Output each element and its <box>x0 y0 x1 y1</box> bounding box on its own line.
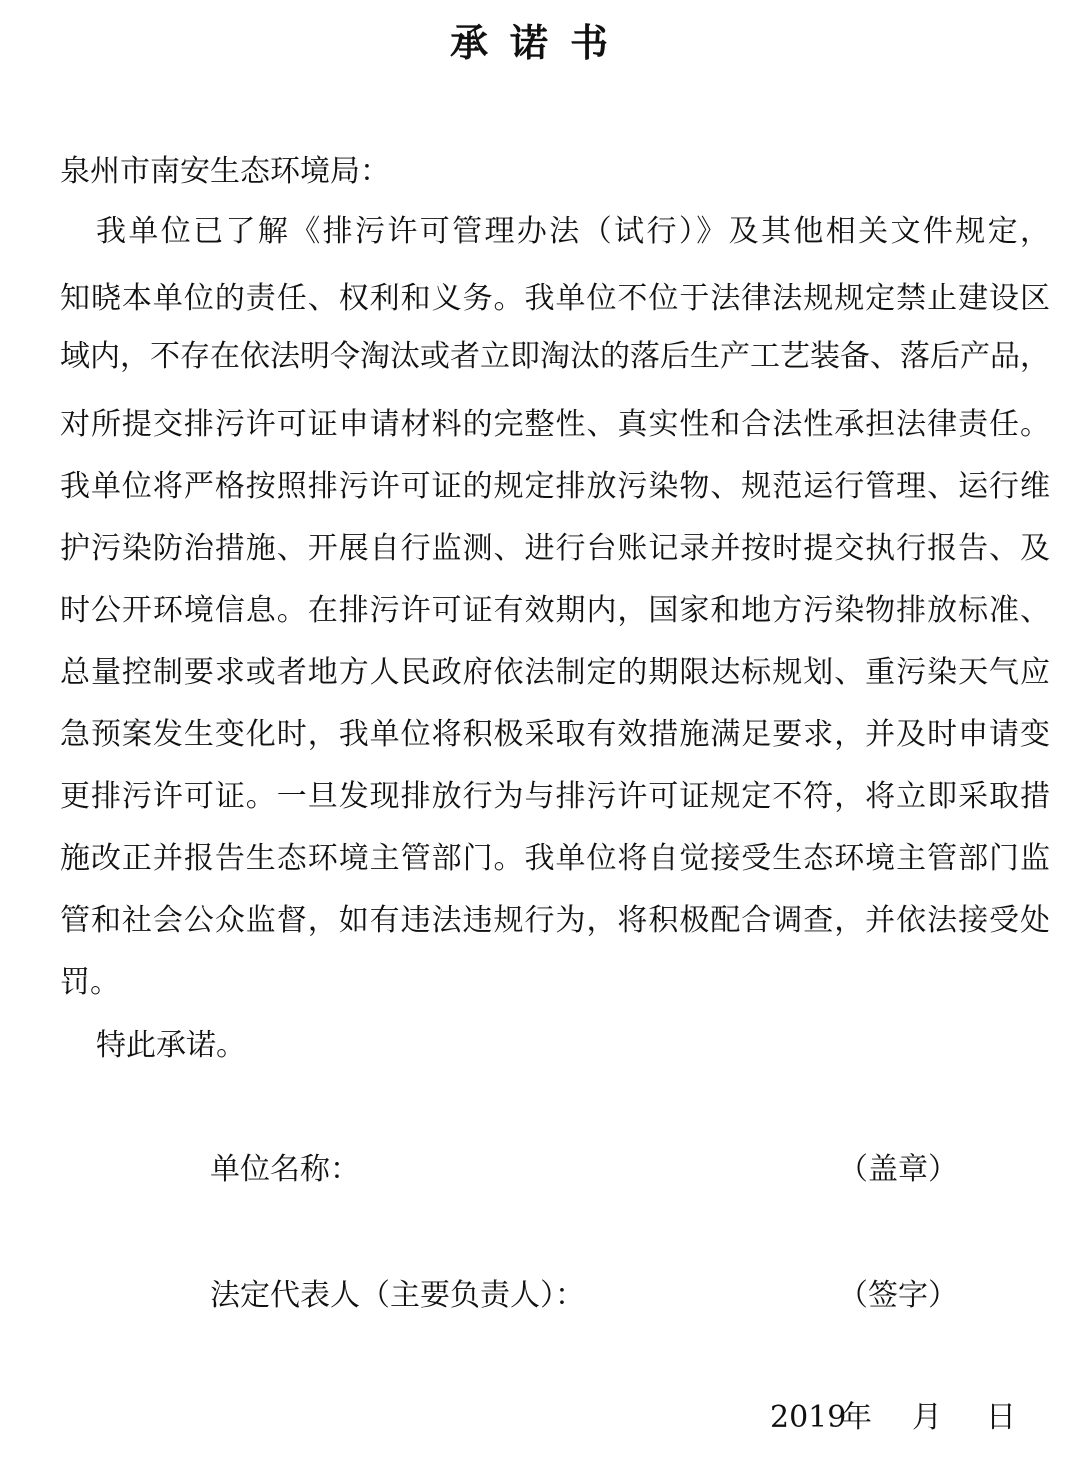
date-line <box>770 1398 1016 1438</box>
body-line-3: 域内，不存在依法明令淘汰或者立即淘汰的落后生产工艺装备、落后产品， <box>60 339 1050 374</box>
date-day-unit: 日 <box>986 1400 1016 1435</box>
body-line-6: 护污染防治措施、开展自行监测、进行台账记录并按时提交执行报告、及 <box>60 531 1050 566</box>
body-line-1: 我单位已了解《排污许可管理办法（试行）》及其他相关文件规定， <box>96 214 1050 249</box>
body-line-8: 总量控制要求或者地方人民政府依法制定的期限达标规划、重污染天气应 <box>60 655 1050 690</box>
body-line-12: 管和社会公众监督，如有违法违规行为，将积极配合调查，并依法接受处 <box>60 903 1050 938</box>
body-line-9: 急预案发生变化时，我单位将积极采取有效措施满足要求，并及时申请变 <box>60 717 1050 752</box>
legal-representative-signature-hint: （签字） <box>838 1278 958 1313</box>
body-line-2: 知晓本单位的责任、权利和义务。我单位不位于法律法规规定禁止建设区 <box>60 281 1050 316</box>
addressee: 泉州市南安生态环境局： <box>60 154 390 189</box>
closing-statement: 特此承诺。 <box>96 1028 246 1063</box>
body-line-13: 罚。 <box>60 965 120 1000</box>
body-line-11: 施改正并报告生态环境主管部门。我单位将自觉接受生态环境主管部门监 <box>60 841 1050 876</box>
legal-representative-label: 法定代表人（主要负责人）： <box>210 1278 585 1313</box>
unit-name-label: 单位名称： <box>210 1152 360 1187</box>
body-line-7: 时公开环境信息。在排污许可证有效期内，国家和地方污染物排放标准、 <box>60 593 1050 628</box>
body-line-5: 我单位将严格按照排污许可证的规定排放污染物、规范运行管理、运行维 <box>60 469 1050 504</box>
date-year: 2019 <box>770 1400 847 1435</box>
body-line-10: 更排污许可证。一旦发现排放行为与排污许可证规定不符，将立即采取措 <box>60 779 1050 814</box>
document-title: 承诺书 <box>449 21 630 65</box>
body-line-4: 对所提交排污许可证申请材料的完整性、真实性和合法性承担法律责任。 <box>60 407 1050 442</box>
date-year-unit: 年 <box>842 1400 872 1435</box>
date-month-unit: 月 <box>912 1400 942 1435</box>
unit-seal-hint: （盖章） <box>838 1152 958 1187</box>
